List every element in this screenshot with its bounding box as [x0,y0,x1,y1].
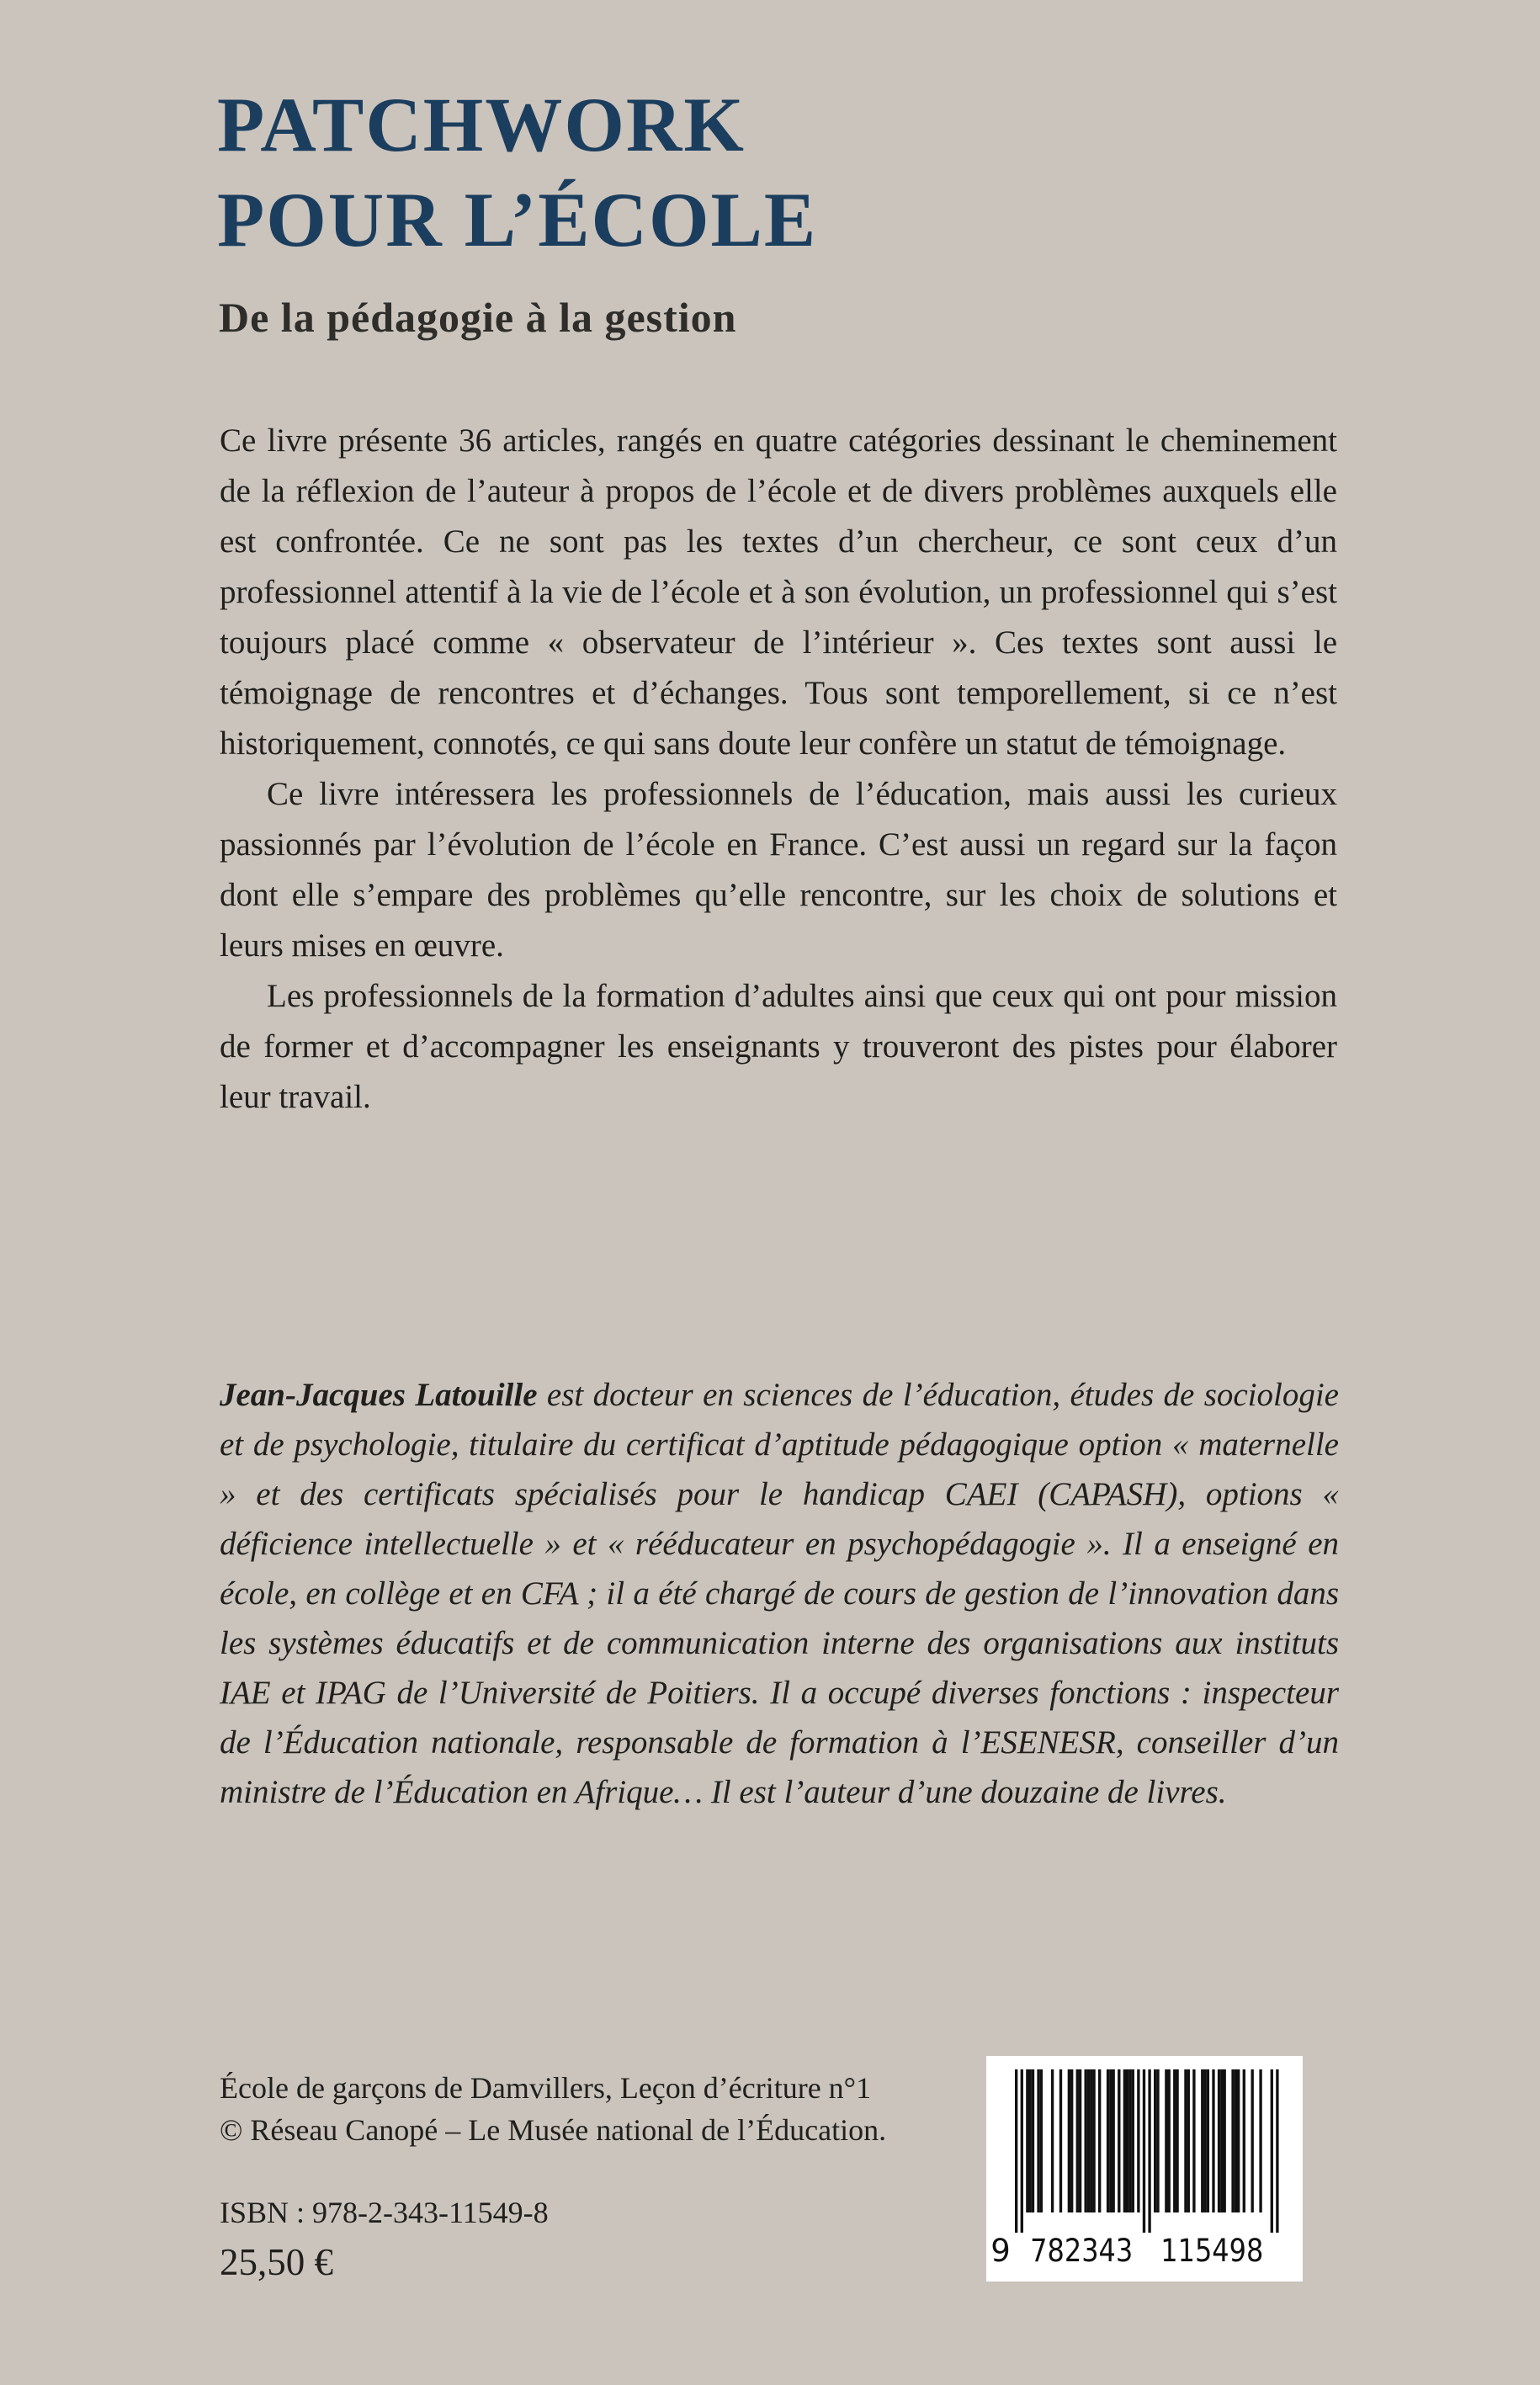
barcode-svg [986,2056,1303,2281]
book-title-line-1: PATCHWORK [217,82,746,167]
summary-paragraph-2: Ce livre intéressera les professionnels de l’éducation, mais aussi les curieux passionnés par l’évolution de l’école en France. C’est aussi un regard sur la façon dont elle s’empare des problèmes qu’elle rencontre, sur les choix de solutions et leurs mises en œuvre. [220,776,1337,964]
summary-paragraph-1: Ce livre présente 36 articles, rangés en quatre catégories dessinant le cheminement de la réflexion de l’auteur à propos de l’école et de divers problèmes auxquels elle est confrontée. Ce ne sont pas les textes d’un chercheur, ce sont ceux d’un professionnel attentif à la vie de l’école et à son évolution, un professionnel qui s’est toujours placé comme « observateur de l’intérieur ». Ces textes sont aussi le témoignage de rencontres et d’échanges. Tous sont temporellement, si ce n’est historiquement, connotés, ce qui sans doute leur confère un statut de témoignage. [220,422,1337,762]
author-name: Jean-Jacques Latouille [220,1377,538,1413]
svg-text:115498: 115498 [1160,2233,1264,2269]
photo-credit-line-2: © Réseau Canopé – Le Musée national de l’Éducation. [220,2113,887,2147]
summary-paragraph-3: Les professionnels de la formation d’adultes ainsi que ceux qui ont pour mission de former et d’accompagner les enseignants y trouveront des pistes pour élaborer leur travail. [220,978,1337,1115]
photo-credit-line-1: École de garçons de Damvillers, Leçon d’écriture n°1 [220,2071,872,2105]
photo-credit [220,2067,886,2151]
barcode [986,2056,1303,2281]
author-bio-text: est docteur en sciences de l’éducation, études de sociologie et de psychologie, titulaire du certificat d’aptitude pédagogique option « maternelle » et des certificats spécialisés pour le handicap CAEI (CAPASH), options « déficience intellectuelle » et « rééducateur en psychopédagogie ». Il a enseigné en école, en collège et en CFA ; il a été chargé de cours de gestion de l’innovation dans les systèmes éducatifs et de communication interne des organisations aux instituts IAE et IPAG de l’Université de Poitiers. Il a occupé diverses fonctions : inspecteur de l’Éducation nationale, responsable de formation à l’ESENESR, conseiller d’un ministre de l’Éducation en Afrique… Il est l’auteur d’une douzaine de livres. [220,1377,1339,1810]
isbn: ISBN : 978-2-343-11549-8 [220,2196,549,2229]
book-title [217,77,817,268]
svg-text:9: 9 [990,2233,1011,2269]
svg-text:782343: 782343 [1030,2233,1134,2269]
book-title-line-2: POUR L’ÉCOLE [217,177,818,263]
price: 25,50 € [220,2241,333,2283]
book-subtitle: De la pédagogie à la gestion [219,294,737,341]
back-cover-summary [220,416,1337,1123]
author-bio [220,1370,1339,1817]
